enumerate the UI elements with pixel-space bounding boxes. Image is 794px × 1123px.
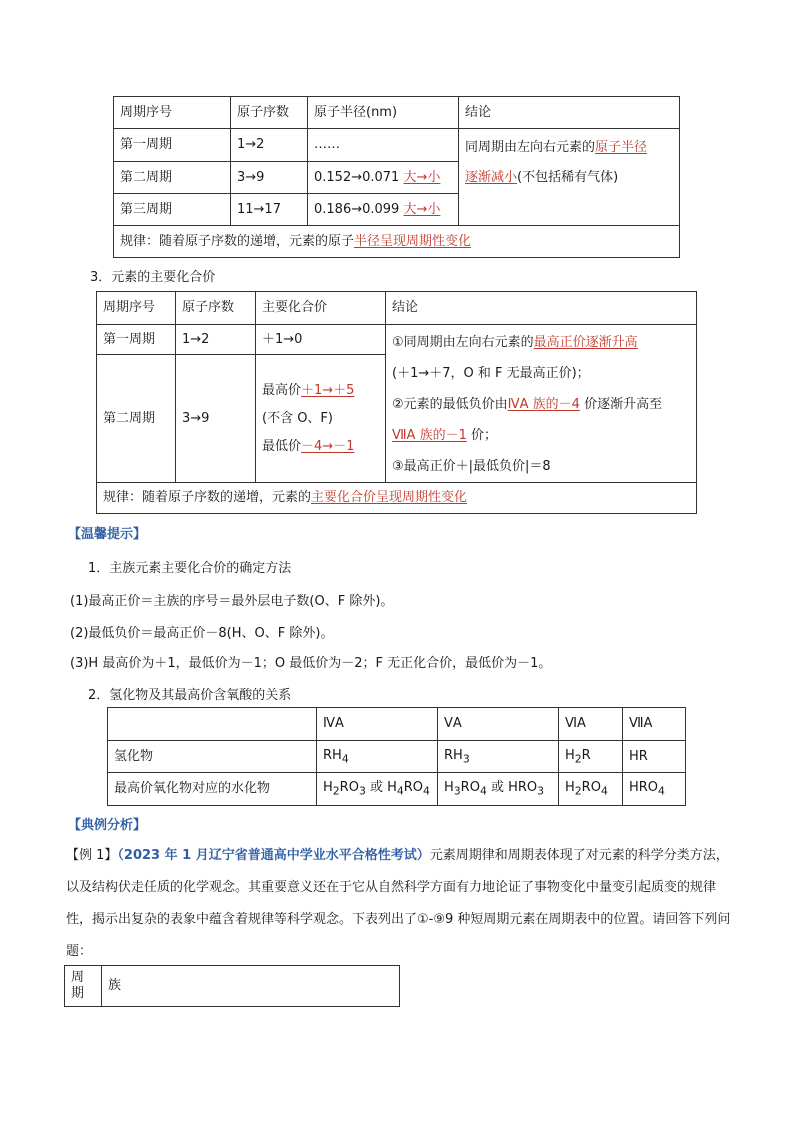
atomic-radius-table — [113, 96, 680, 258]
acid-5a: $H_3RO_4$ 或 $HRO_3$ — [438, 773, 559, 806]
row-acid-label: 最高价氧化物对应的水化物 — [108, 773, 317, 806]
row-period-3: 第三周期 — [114, 194, 231, 226]
example-heading: 【典例分析】 — [68, 818, 147, 833]
row-period-1: 第一周期 — [97, 325, 176, 355]
hydride-6a: $H_2R$ — [559, 741, 623, 773]
example-tag: 【例 1】 — [66, 848, 118, 863]
header-radius: 原子半径(nm) — [308, 97, 459, 129]
radius-conclusion: 同周期由左向右元素的原子半径 逐渐减小(不包括稀有气体) — [459, 129, 680, 226]
row-radius-3: 0.186→0.099 大→小 — [308, 194, 459, 226]
header-7a: ⅦA — [623, 708, 686, 741]
row-hydride-label: 氢化物 — [108, 741, 317, 773]
header-period: 周期序号 — [97, 292, 176, 325]
tip-4: (3)H 最高价为＋1，最低价为－1；O 最低价为－2；F 无正化合价，最低价为－1。 — [70, 656, 552, 671]
tip-3: (2)最低负价＝最高正价－8(H、O、F 除外)。 — [70, 626, 334, 641]
valence-table — [96, 291, 697, 514]
header-5a: ⅤA — [438, 708, 559, 741]
header-6a: ⅥA — [559, 708, 623, 741]
row-atomic-1: 1→2 — [176, 325, 256, 355]
hydride-5a: $RH_3$ — [438, 741, 559, 773]
header-conclusion: 结论 — [386, 292, 697, 325]
tip-1: 1．主族元素主要化合价的确定方法 — [88, 561, 292, 576]
row-atomic-1: 1→2 — [231, 129, 308, 162]
periodic-table-start — [64, 965, 400, 1007]
example-text: 元素周期律和周期表体现了对元素的科学分类方法，以及结构伏走任质的化学观念。其重要意义还在于它从自然科学方面有力地论证了事物变化中量变引起质变的规律性，揭示出复杂的表象中蕴含着规律等科学观念。下表列出了①-⑨9 种短周期元素在周期表中的位置。请回答下列问题： — [66, 848, 731, 959]
example-1 — [66, 840, 738, 968]
row-atomic-2: 3→9 — [231, 162, 308, 194]
header-atomic-number: 原子序数 — [231, 97, 308, 129]
row-atomic-3: 11→17 — [231, 194, 308, 226]
valence-conclusion: ①同周期由左向右元素的最高正价逐渐升高 (＋1→＋7，O 和 F 无最高正价)； ②元素的最低负价由ⅣA 族的－4 价逐渐升高至 ⅦA 族的－1 价； ③最高正价＋|最低负价|＝8 — [386, 325, 697, 483]
hydride-7a: HR — [623, 741, 686, 773]
row-valence-1: ＋1→0 — [256, 325, 386, 355]
example-source: （2023 年 1 月辽宁省普通高中学业水平合格性考试） — [117, 848, 430, 863]
acid-4a: $H_2RO_3$ 或 $H_4RO_4$ — [317, 773, 438, 806]
tip-5: 2．氢化物及其最高价含氧酸的关系 — [88, 688, 292, 703]
row-valence-2: 最高价＋1→＋5 (不含 O、F) 最低价－4→－1 — [256, 355, 386, 483]
row-radius-1: …… — [308, 129, 459, 162]
section-3-title: 3．元素的主要化合价 — [90, 270, 216, 285]
header-conclusion: 结论 — [459, 97, 680, 129]
tip-heading: 【温馨提示】 — [68, 527, 147, 542]
row-period-2: 第二周期 — [114, 162, 231, 194]
row-radius-2: 0.152→0.071 大→小 — [308, 162, 459, 194]
header-group: 族 — [102, 966, 400, 1007]
row-atomic-2: 3→9 — [176, 355, 256, 483]
header-period: 周期 — [65, 966, 102, 1007]
header-blank — [108, 708, 317, 741]
hydride-4a: $RH_4$ — [317, 741, 438, 773]
header-4a: ⅣA — [317, 708, 438, 741]
hydride-acid-table — [107, 707, 686, 806]
acid-6a: $H_2RO_4$ — [559, 773, 623, 806]
header-valence: 主要化合价 — [256, 292, 386, 325]
row-period-1: 第一周期 — [114, 129, 231, 162]
row-period-2: 第二周期 — [97, 355, 176, 483]
radius-law: 规律：随着原子序数的递增，元素的原子半径呈现周期性变化 — [114, 226, 680, 258]
acid-7a: $HRO_4$ — [623, 773, 686, 806]
header-period: 周期序号 — [114, 97, 231, 129]
valence-law: 规律：随着原子序数的递增，元素的主要化合价呈现周期性变化 — [97, 483, 697, 514]
tip-2: (1)最高正价＝主族的序号＝最外层电子数(O、F 除外)。 — [70, 594, 394, 609]
header-atomic-number: 原子序数 — [176, 292, 256, 325]
